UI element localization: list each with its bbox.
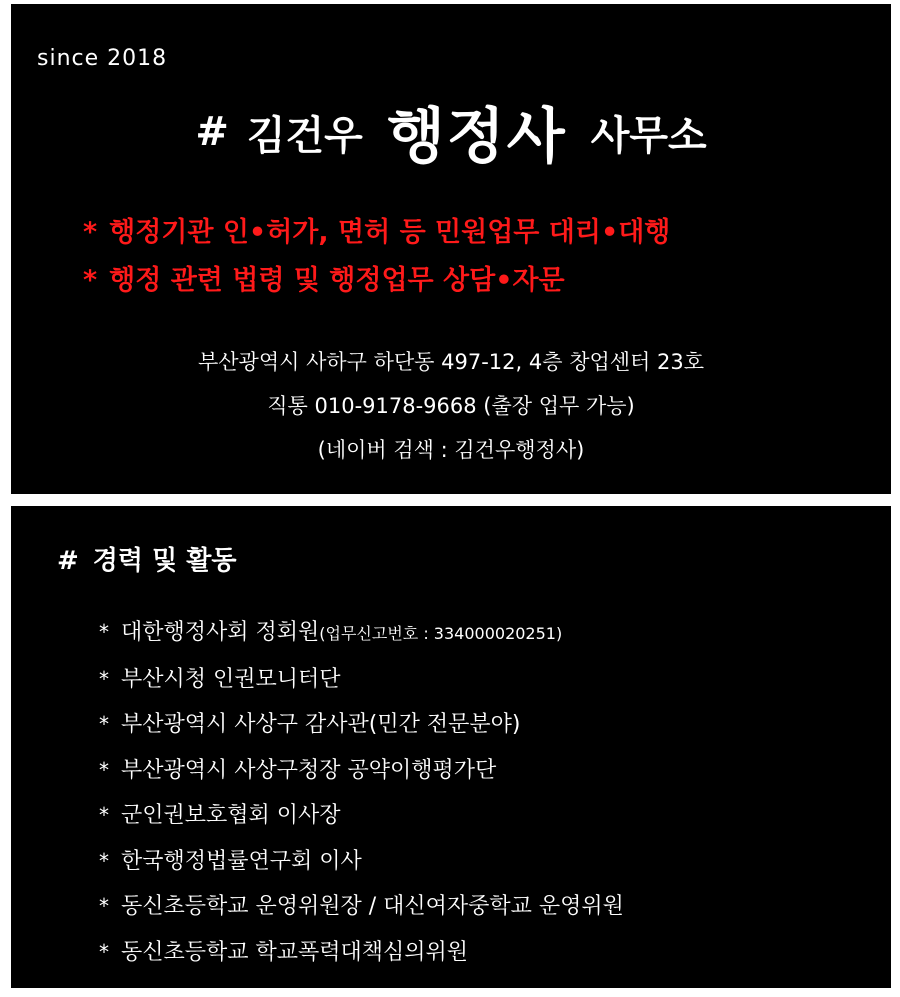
since-year: since 2018 [37, 46, 168, 71]
title-main: 행정사 [386, 102, 567, 172]
career-item-text: 부산광역시 사상구청장 공약이행평가단 [121, 757, 497, 783]
career-item [99, 930, 624, 976]
career-item-text: 동신초등학교 학교폭력대책심의위원 [121, 939, 469, 965]
career-item-note: (업무신고번호 : 334000020251) [319, 624, 563, 643]
service-bullet: * [83, 265, 98, 296]
service-bullet: * [83, 217, 98, 248]
career-item [99, 839, 624, 885]
career-item [99, 748, 624, 794]
office-title [11, 82, 891, 182]
search-hint: (네이버 검색 : 김건우행정사) [317, 438, 585, 462]
career-bullet: * [99, 939, 109, 964]
career-panel [11, 506, 891, 988]
career-bullet: * [99, 666, 109, 691]
service-text: 행정 관련 법령 및 행정업무 상담•자문 [109, 265, 565, 296]
career-bullet: * [99, 757, 109, 782]
career-item-text: 부산광역시 사상구 감사관(민간 전문분야) [121, 712, 521, 737]
career-hash: # [57, 546, 79, 576]
contact-info [11, 340, 891, 472]
career-bullet: * [99, 620, 109, 644]
business-card-top-panel [11, 4, 891, 494]
career-list [99, 610, 624, 975]
career-item-text: 동신초등학교 운영위원장 / 대신여자중학교 운영위원 [121, 894, 624, 919]
career-item-text: 한국행정법률연구회 이사 [121, 848, 362, 874]
career-bullet: * [99, 894, 109, 918]
career-item [99, 657, 624, 703]
career-bullet: * [99, 712, 109, 736]
career-item-text: 부산시청 인권모니터단 [121, 666, 341, 692]
career-item-text: 대한행정사회 정회원 [121, 620, 320, 645]
service-text: 행정기관 인•허가, 면허 등 민원업무 대리•대행 [109, 217, 671, 248]
phone: 직통 010-9178-9668 (출장 업무 가능) [267, 394, 635, 418]
career-item [99, 793, 624, 839]
career-heading [57, 540, 236, 577]
career-item [99, 884, 624, 930]
service-item [83, 257, 670, 305]
career-item [99, 702, 624, 748]
services-list [83, 209, 670, 305]
service-item [83, 209, 670, 257]
career-title: 경력 및 활동 [92, 546, 237, 576]
title-suffix: 사무소 [590, 112, 707, 159]
career-item [99, 610, 624, 657]
career-bullet: * [99, 803, 109, 827]
title-name: 김건우 [246, 112, 363, 159]
career-item-text: 군인권보호협회 이사장 [121, 803, 341, 828]
career-bullet: * [99, 848, 109, 873]
title-hash: # [195, 109, 229, 155]
address: 부산광역시 사하구 하단동 497-12, 4층 창업센터 23호 [197, 350, 705, 374]
